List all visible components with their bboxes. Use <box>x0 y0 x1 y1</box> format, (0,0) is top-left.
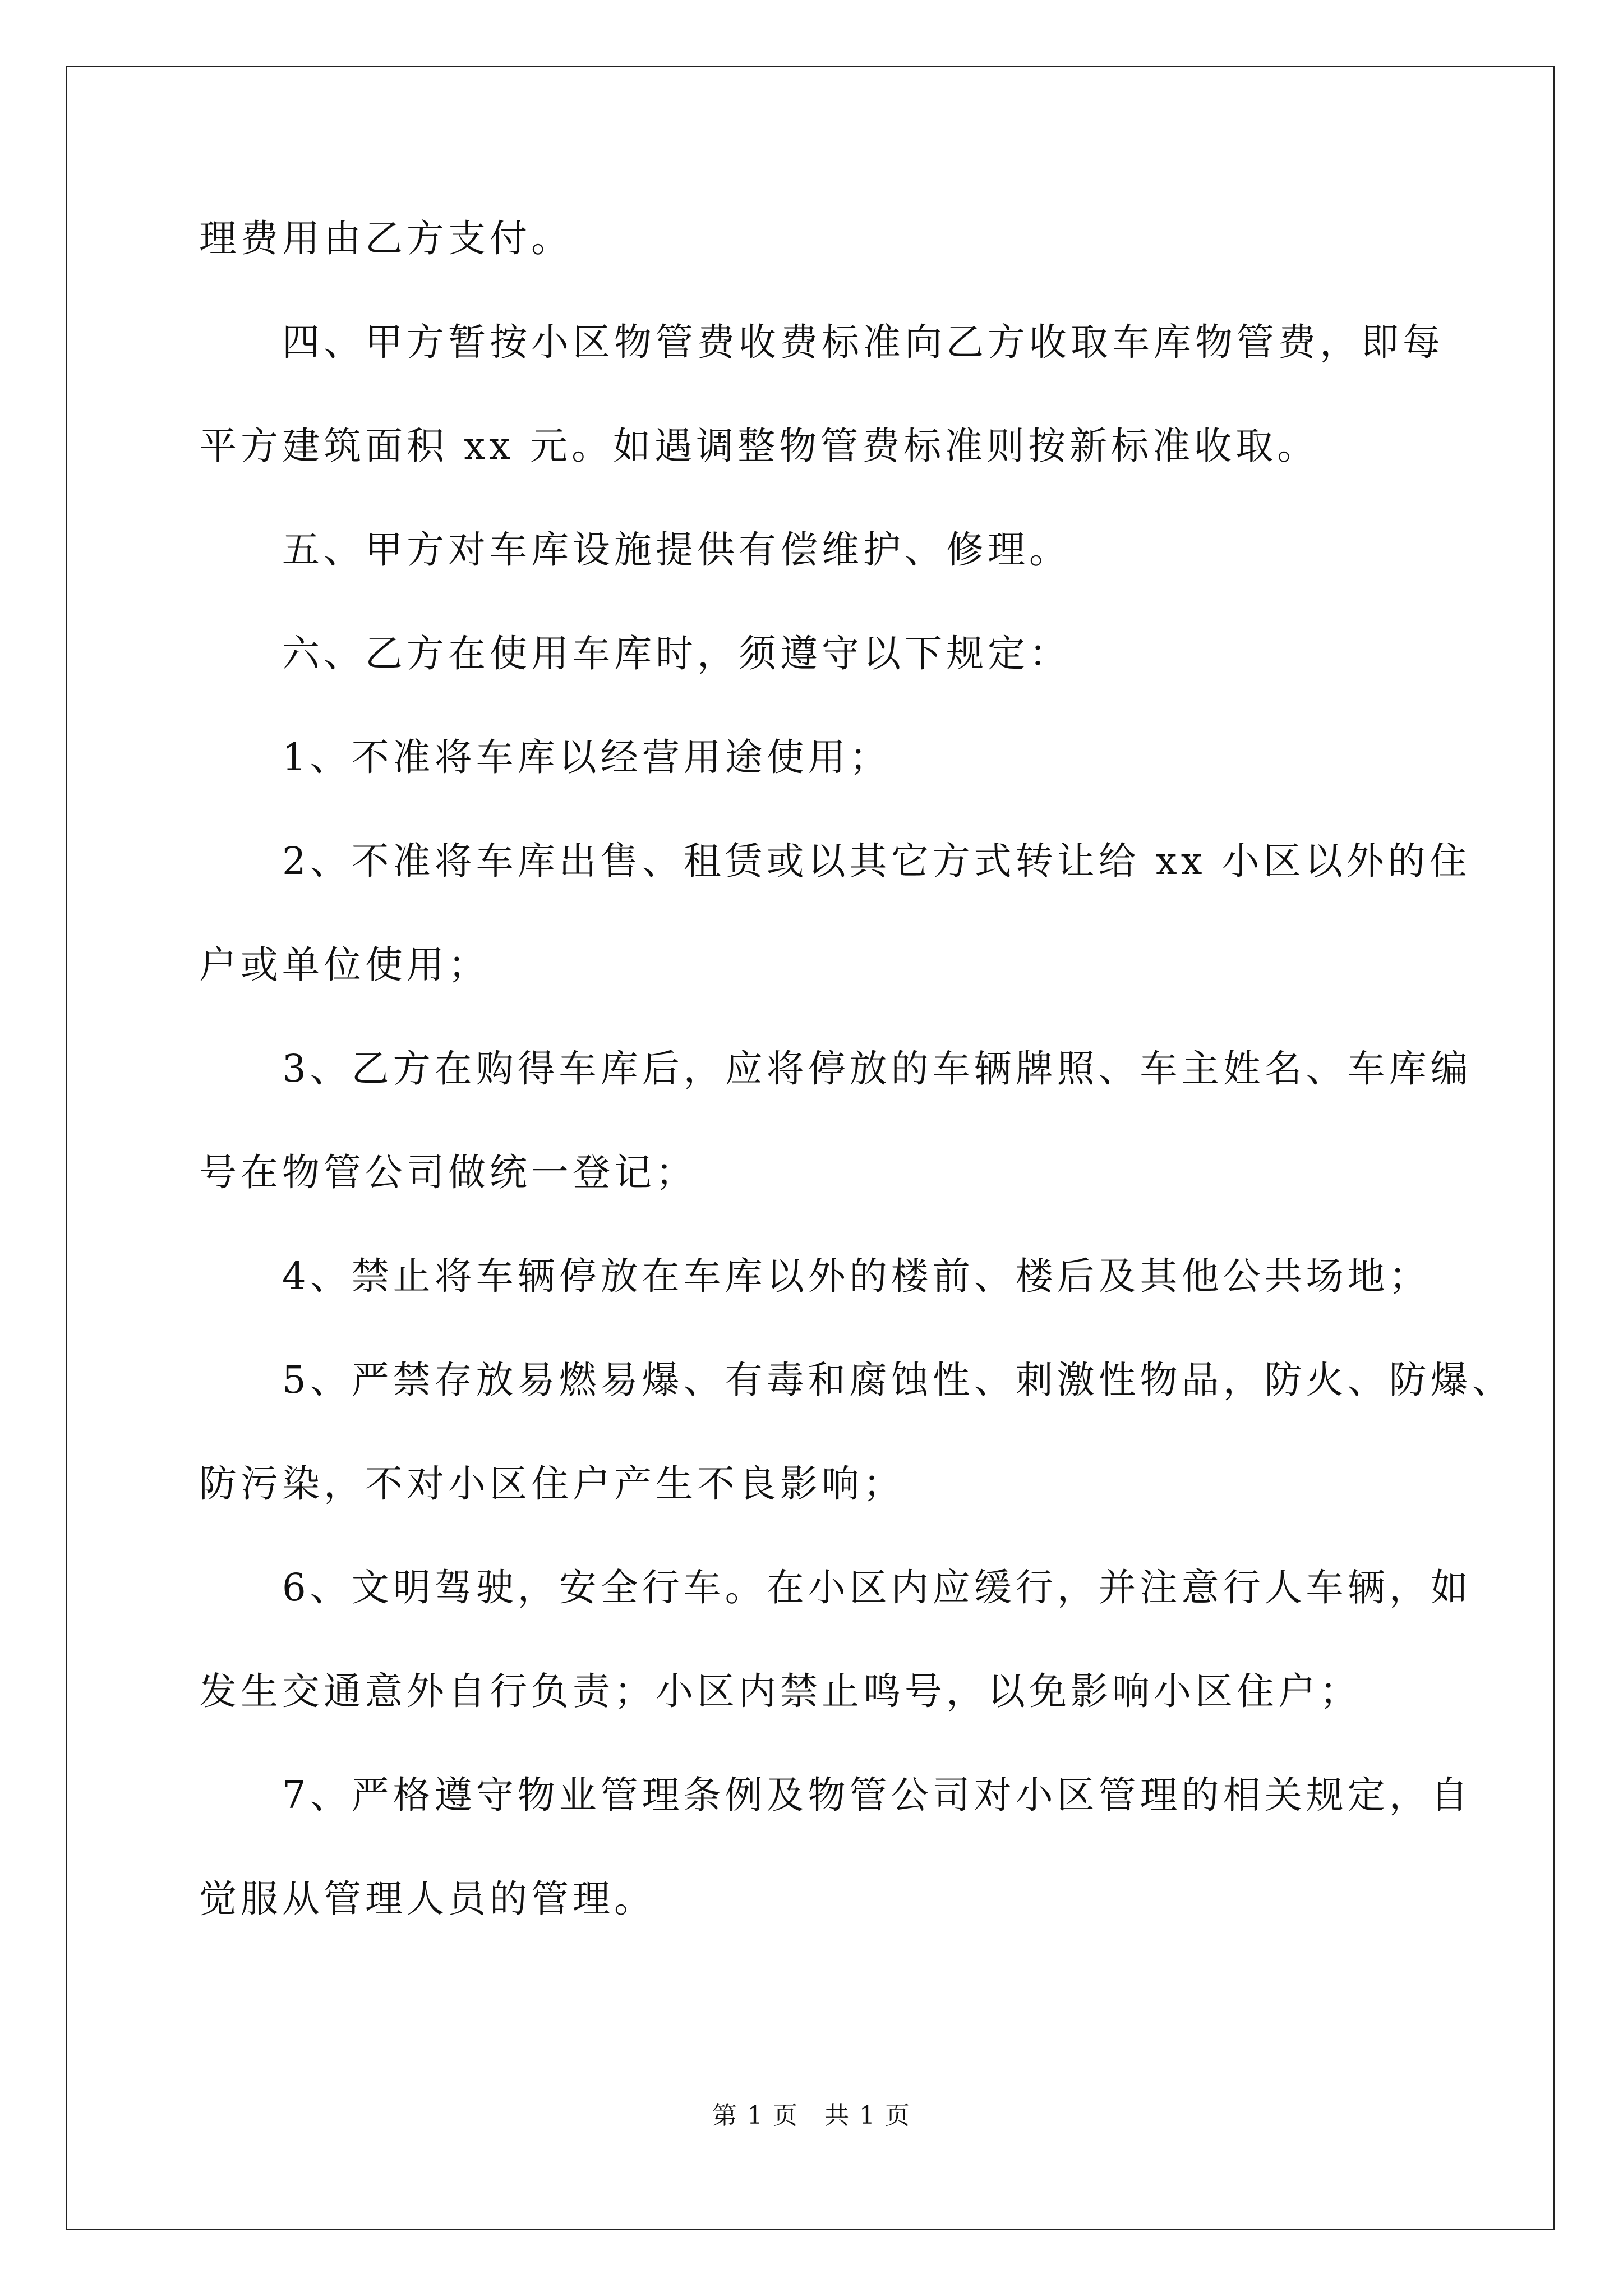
text-line: 1、不准将车库以经营用途使用； <box>282 735 891 779</box>
text-line: 户或单位使用； <box>199 943 490 987</box>
text-line: 5、严禁存放易燃易爆、有毒和腐蚀性、刺激性物品，防火、防爆、 <box>282 1358 1514 1402</box>
text-line: 四、甲方暂按小区物管费收费标准向乙方收取车库物管费，即每 <box>282 320 1444 364</box>
text-line: 6、文明驾驶，安全行车。在小区内应缓行，并注意行人车辆，如 <box>282 1566 1472 1609</box>
text-line: 7、严格遵守物业管理条例及物管公司对小区管理的相关规定，自 <box>282 1773 1472 1817</box>
text-line: 号在物管公司做统一登记； <box>199 1151 697 1194</box>
text-line: 五、甲方对车库设施提供有偿维护、修理。 <box>282 528 1071 572</box>
text-line: 3、乙方在购得车库后，应将停放的车辆牌照、车主姓名、车库编 <box>282 1047 1472 1091</box>
text-line: 理费用由乙方支付。 <box>199 217 573 260</box>
text-line: 六、乙方在使用车库时，须遵守以下规定： <box>282 632 1071 675</box>
text-line: 平方建筑面积 xx 元。如遇调整物管费标准则按新标准收取。 <box>199 424 1319 468</box>
text-line: 2、不准将车库出售、租赁或以其它方式转让给 xx 小区以外的住 <box>282 839 1471 883</box>
text-line: 防污染，不对小区住户产生不良影响； <box>199 1462 905 1506</box>
text-line: 4、禁止将车辆停放在车库以外的楼前、楼后及其他公共场地； <box>282 1254 1431 1298</box>
text-line: 觉服从管理人员的管理。 <box>199 1877 656 1921</box>
text-line: 发生交通意外自行负责；小区内禁止鸣号，以免影响小区住户； <box>199 1669 1361 1713</box>
page-number: 第 1 页 共 1 页 <box>712 2101 911 2130</box>
